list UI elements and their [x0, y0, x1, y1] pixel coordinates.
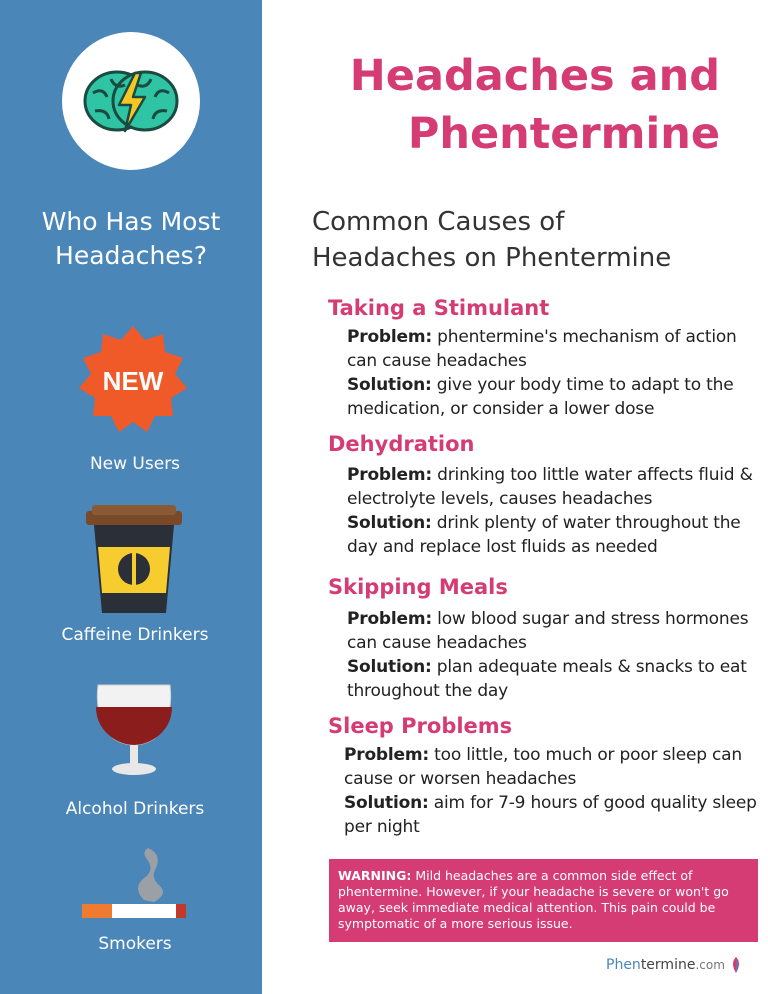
site-logo[interactable]: [606, 957, 742, 973]
solution-line: [347, 511, 767, 559]
problem-line: [347, 463, 767, 511]
solution-text: give your body time to adapt to the medication, or consider a lower dose: [347, 375, 734, 419]
cause-heading-sleep-problems: Sleep Problems: [328, 714, 513, 738]
sidebar-label-new-users: New Users: [89, 454, 181, 474]
warning-box: [329, 859, 758, 942]
coffee-cup-icon: [86, 505, 182, 615]
wine-glass-icon: [94, 681, 174, 777]
new-badge-icon: [76, 323, 190, 437]
problem-text: too little, too much or poor sleep can cause or worsen headaches: [344, 745, 742, 789]
sidebar: [0, 0, 262, 994]
problem-label: Problem:: [347, 465, 432, 485]
solution-line: [347, 373, 767, 421]
problem-text: phentermine's mechanism of action can cause headaches: [347, 327, 737, 371]
logo-part-com: .com: [695, 958, 725, 972]
sidebar-label-smokers: Smokers: [98, 934, 172, 954]
problem-line: [344, 743, 764, 791]
page-title-line2: Phentermine: [407, 109, 720, 159]
brain-lightning-icon: [62, 32, 200, 170]
problem-label: Problem:: [347, 327, 432, 347]
solution-text: aim for 7-9 hours of good quality sleep per night: [344, 793, 757, 837]
solution-text: plan adequate meals & snacks to eat throughout the day: [347, 657, 747, 701]
problem-label: Problem:: [347, 609, 432, 629]
solution-line: [347, 655, 767, 703]
cause-text-dehydration: [347, 463, 767, 559]
solution-label: Solution:: [344, 793, 429, 813]
problem-text: drinking too little water affects fluid & electrolyte levels, causes headaches: [347, 465, 753, 509]
cause-text-sleep-problems: [344, 743, 764, 839]
solution-label: Solution:: [347, 375, 432, 395]
page-subtitle-line1: Common Causes of: [312, 207, 565, 237]
solution-label: Solution:: [347, 657, 432, 677]
cause-heading-skipping-meals: Skipping Meals: [328, 575, 508, 599]
page-subtitle: [312, 204, 752, 276]
problem-text: low blood sugar and stress hormones can cause headaches: [347, 609, 749, 653]
solution-text: drink plenty of water throughout the day and replace lost fluids as needed: [347, 513, 741, 557]
sidebar-label-alcohol-drinkers: Alcohol Drinkers: [65, 799, 205, 819]
problem-line: [347, 325, 767, 373]
cause-heading-dehydration: Dehydration: [328, 432, 475, 456]
cause-text-stimulant: [347, 325, 767, 421]
cigarette-icon: [82, 848, 186, 920]
sidebar-heading: Who Has Most Headaches?: [41, 207, 221, 270]
problem-line: [347, 607, 767, 655]
sidebar-label-caffeine-drinkers: Caffeine Drinkers: [61, 625, 209, 645]
page-title-line1: Headaches and: [349, 51, 720, 101]
page-title: [290, 47, 720, 163]
logo-part-termine: termine: [640, 957, 696, 973]
solution-line: [344, 791, 764, 839]
problem-label: Problem:: [344, 745, 429, 765]
solution-label: Solution:: [347, 513, 432, 533]
warning-text: Mild headaches are a common side effect of phentermine. However, if your headache is severe or won't go away, seek immediate medical attention. This pain could be symptomatic of a more serious issue.: [338, 868, 729, 931]
brain-logo-circle: [62, 32, 200, 170]
warning-label: WARNING:: [338, 868, 412, 883]
cause-heading-stimulant: Taking a Stimulant: [328, 296, 550, 320]
logo-leaf-icon: [730, 957, 742, 973]
cause-text-skipping-meals: [347, 607, 767, 703]
new-badge-text: NEW: [102, 366, 164, 396]
logo-part-phen: Phen: [606, 957, 641, 973]
page-subtitle-line2: Headaches on Phentermine: [312, 243, 672, 273]
